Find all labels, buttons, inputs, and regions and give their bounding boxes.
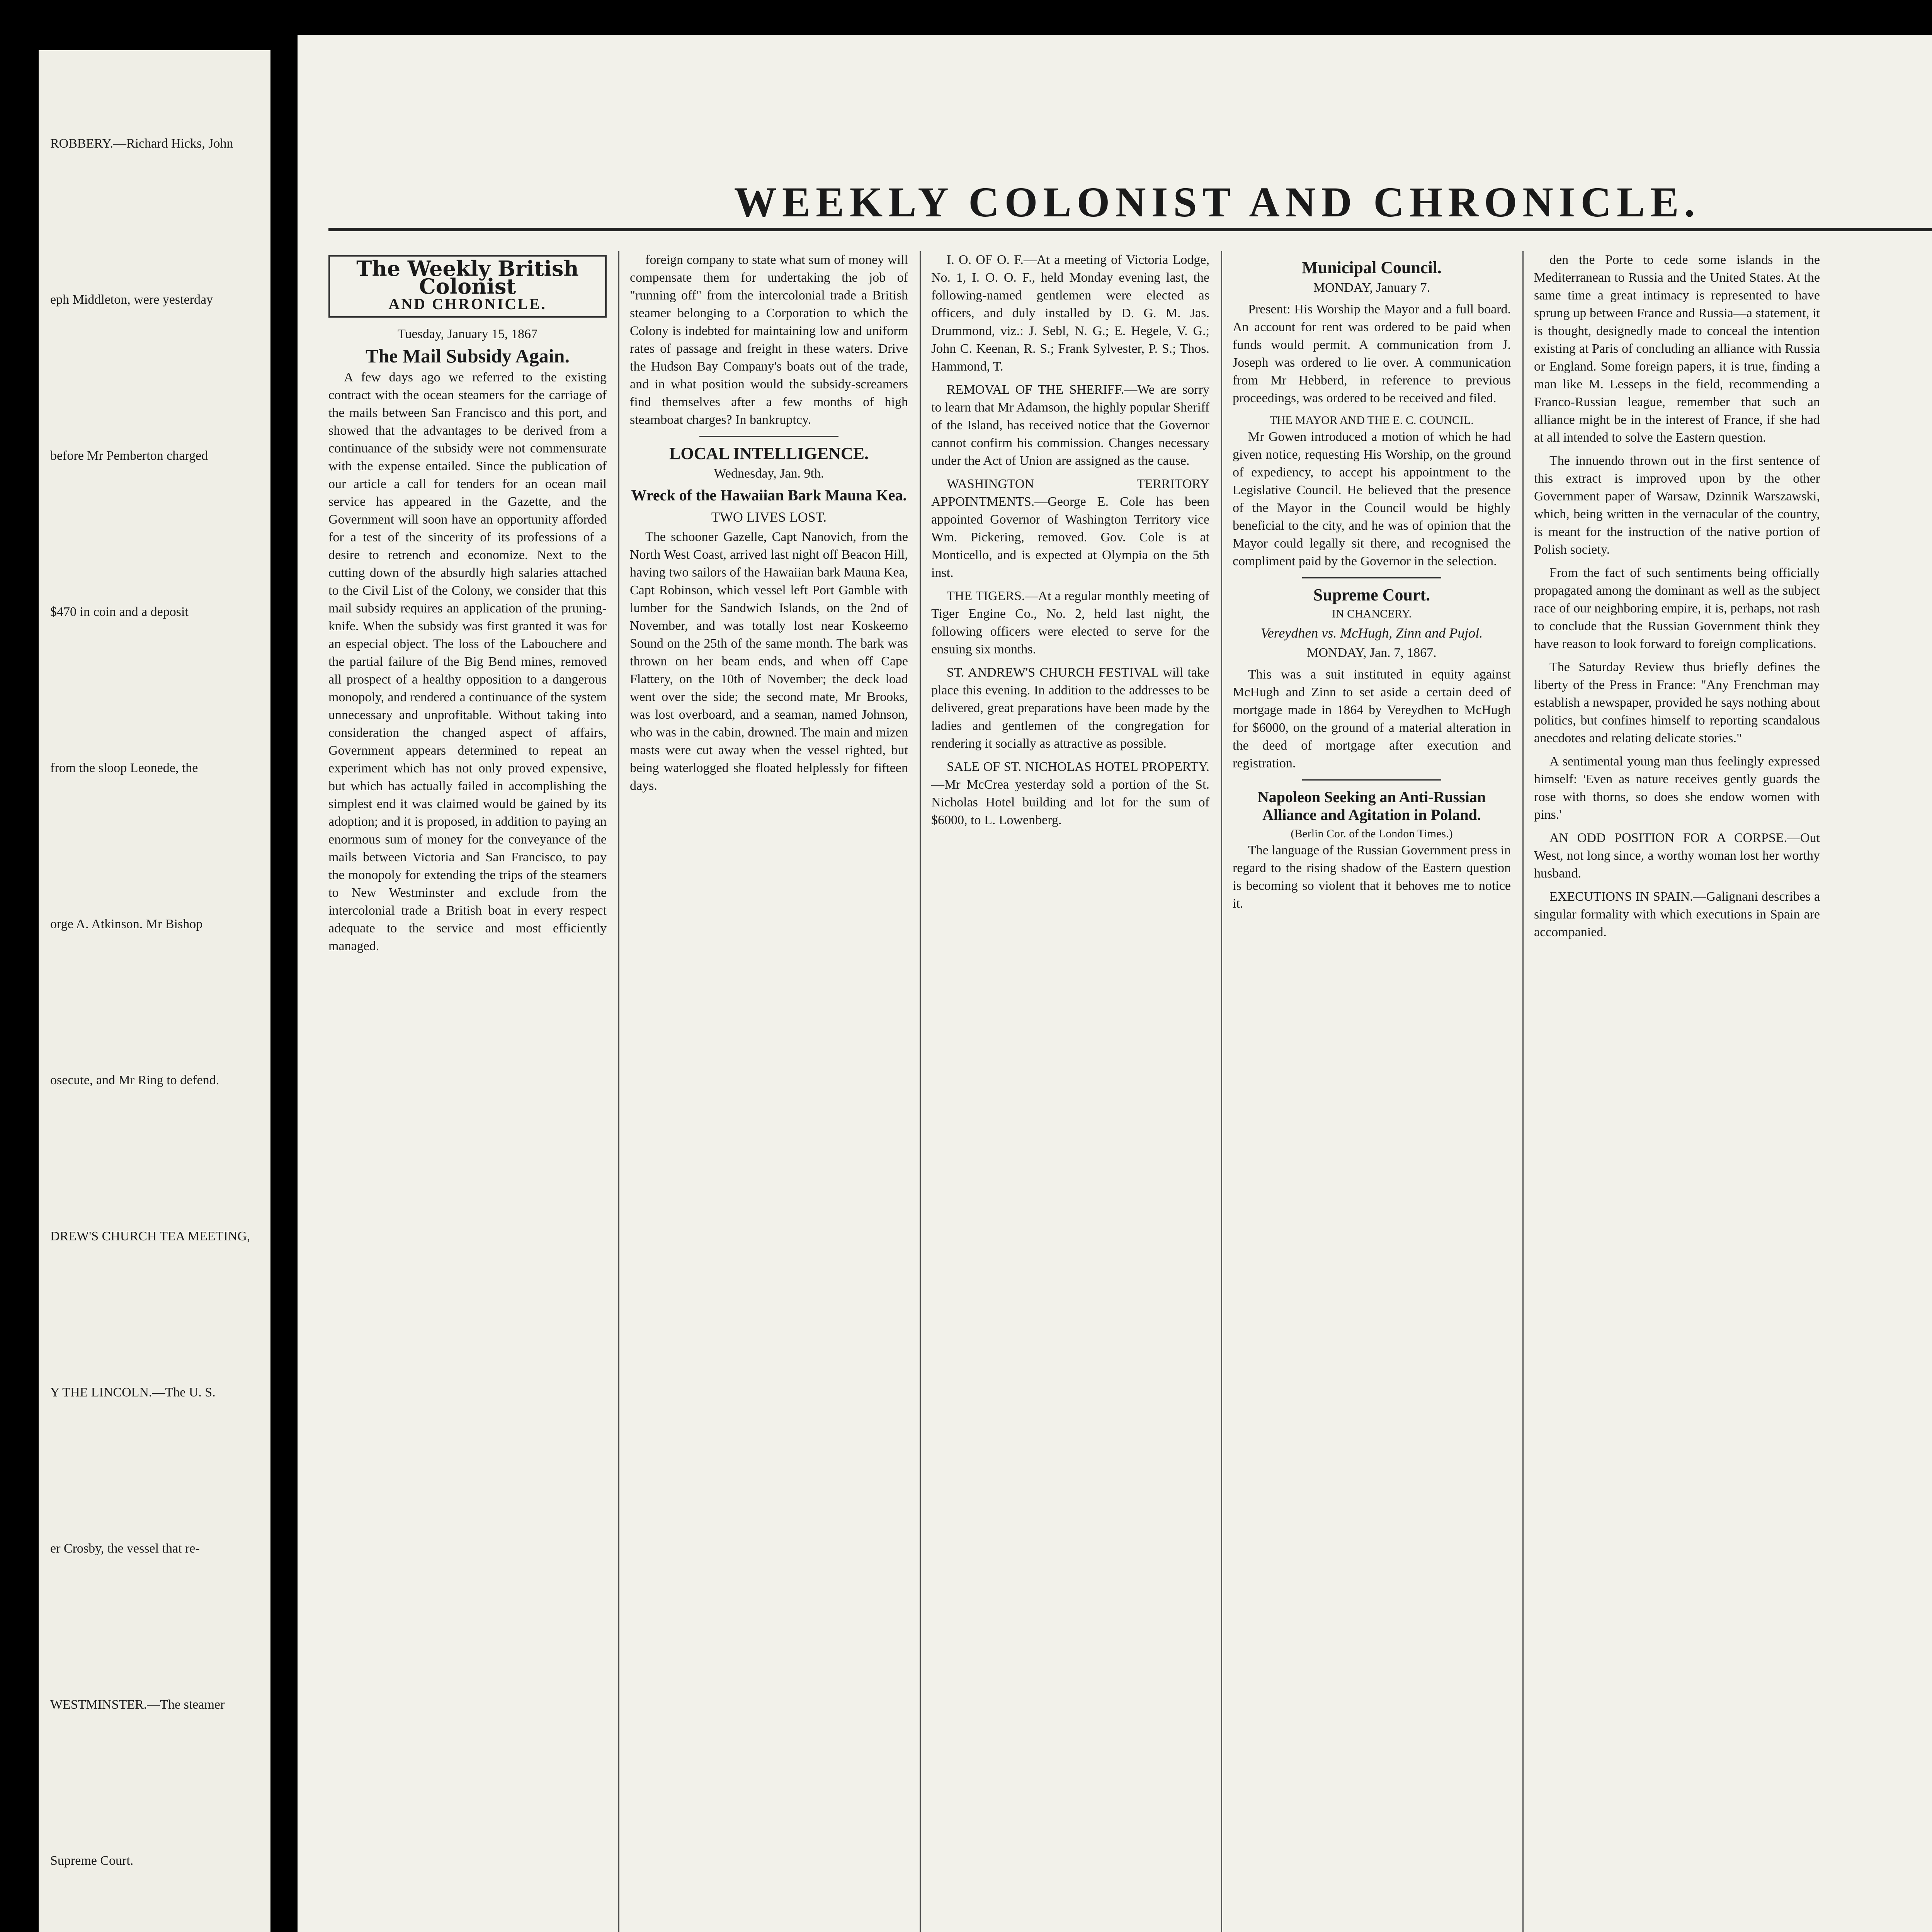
column-4 xyxy=(1233,251,1511,918)
column-5 xyxy=(1534,251,1820,947)
column-rule xyxy=(1522,251,1524,1932)
previous-page-line: Y THE LINCOLN.—The U. S. xyxy=(50,1385,216,1400)
festival-item: ST. ANDREW'S CHURCH FESTIVAL will take place this evening. In addition to the addresses to be delivered, great preparations have been made by the ladies and gentlemen of the congregation for rendering it socially as attractive as possible. xyxy=(931,665,1209,751)
council-date: MONDAY, January 7. xyxy=(1313,281,1430,295)
council-text: Present: His Worship the Mayor and a full board. An account for rent was ordered to be paid when funds would permit. A communication from J. Joseph was ordered to lie over. A communication from Mr Hebberd, in reference to previous proceedings, was ordered to be received and filed. xyxy=(1233,302,1511,405)
column-1 xyxy=(328,251,607,961)
editorial-heading: The Mail Subsidy Again. xyxy=(366,345,570,367)
wreck-subheading: TWO LIVES LOST. xyxy=(711,509,827,525)
sentiments-text: From the fact of such sentiments being officially propagated among the dominant as well as the subject race of our neighboring empire, it is, perhaps, not rash to conclude that the Russian Government think they have reason to look forward to foreign complications. xyxy=(1534,566,1820,651)
previous-page-line: DREW'S CHURCH TEA MEETING, xyxy=(50,1229,250,1243)
paper-name: The Weekly British Colonist xyxy=(356,256,579,299)
local-intelligence-date: Wednesday, Jan. 9th. xyxy=(714,466,824,481)
supreme-court-heading: Supreme Court. xyxy=(1313,585,1430,604)
previous-page-line: from the sloop Leonede, the xyxy=(50,761,198,775)
hotel-item: SALE OF ST. NICHOLAS HOTEL PROPERTY.—Mr McCrea yesterday sold a portion of the St. Nicholas Hotel building and lot for the sum of $6000, to L. Lowenberg. xyxy=(931,760,1209,827)
column-rule xyxy=(920,251,921,1932)
previous-page-text xyxy=(50,135,267,1932)
wreck-text: The schooner Gazelle, Capt Nanovich, from the North West Coast, arrived last night off Beacon Hill, having two sailors of the Hawaiian bark Mauna Kea, Capt Robinson, which vessel left Port Gamble with lumber for the Sandwich Islands, on the 2nd of November, and was totally lost near Koskeemo Sound on the 25th of the same month. The bark was thrown on her beam ends, and when off Cape Flattery, on the 10th of November; the deck load went over the side; the second mate, Mr Brooks, was lost overboard, and a seaman, named Johnson, who was in the cabin, drowned. The main and mizen masts were cut away when the vessel righted, but being waterlogged she floated helplessly for fifteen days. xyxy=(630,530,908,793)
local-intelligence-heading: LOCAL INTELLIGENCE. xyxy=(669,444,869,463)
previous-page-line: ROBBERY.—Richard Hicks, John xyxy=(50,136,233,151)
napoleon-heading: Napoleon Seeking an Anti-Russian Alliance and Agitation in Poland. xyxy=(1257,788,1486,823)
washington-item: WASHINGTON TERRITORY APPOINTMENTS.—George E. Cole has been appointed Governor of Washington Territory vice Wm. Pickering, removed. Gov. Cole is at Monticello, and is expected at Olympia on the 5th inst. xyxy=(931,477,1209,580)
column-rule xyxy=(618,251,619,1932)
column-rule xyxy=(1221,251,1222,1932)
case-name: Vereydhen vs. McHugh, Zinn and Pujol. xyxy=(1260,625,1483,641)
paper-nameplate xyxy=(328,255,607,318)
editorial-continued: foreign company to state what sum of money will compensate them for undertaking the job of "running off" from the intercolonial trade a British steamer belonging to a Corporation to which the Colony is indebted for maintaining low and uniform rates of passage and freight in these waters. Drive the Hudson Bay Company's boats out of the trade, and in what position would the subsidy-screamers find themselves after a few months of high steamboat charges? In bankruptcy. xyxy=(630,253,908,427)
editorial-text: A few days ago we referred to the existing contract with the ocean steamers for the carriage of the mails between San Francisco and this port, and showed that the advantages to be derived from a continuance of the subsidy were not commensurate with the expense entailed. Since the publication of our article a call for tenders for an ocean mail service has appeared in the Gazette, and the Government will soon have an opportunity afforded for a test of the sincerity of its professions of a desire to retrench and economize. Next to the cutting down of the absurdly high salaries attached to the Civil List of the Colony, we consider that this mail subsidy requires an application of the pruning-knife. When the subsidy was first granted it was for an especial object. The loss of the Labouchere and the partial failure of the Big Bend mines, removed all prospect of a healthy opposition to a dangerous monopoly, and rendered a continuance of the system unnecessary and unprofitable. Without taking into consideration the changed aspect of affairs, Government appears determined to repeat an experiment which has not only proved expensive, but which has actually failed in accomplishing the simplest end it was claimed would be gained by its adoption; and it is proposed, in addition to paying an enormous sum of money for the conveyance of the mails between Victoria and San Francisco, to pay the monopoly for extending the trips of the steamers to New Westminster and exclude from the intercolonial trade a British boat in every respect adequate to the service and most efficiently managed. xyxy=(328,370,607,953)
chancery-label: IN CHANCERY. xyxy=(1332,607,1412,620)
spain-item: EXECUTIONS IN SPAIN.—Galignani describes a singular formality with which executions in Spain are accompanied. xyxy=(1534,889,1820,939)
previous-page-line: eph Middleton, were yesterday xyxy=(50,293,213,307)
newspaper-page xyxy=(298,35,1932,1932)
previous-page-line: $470 in coin and a deposit xyxy=(50,605,189,619)
masthead xyxy=(328,170,1932,231)
previous-page-line: osecute, and Mr Ring to defend. xyxy=(50,1073,219,1087)
case-text: This was a suit instituted in equity against McHugh and Zinn to set aside a certain deed of mortgage made in 1864 by Vereydhen to McHugh for $6000, on the ground of a material alteration in the deed of mortgage after execution and registration. xyxy=(1233,667,1511,770)
issue-date: Tuesday, January 15, 1867 xyxy=(397,327,537,341)
masthead-title: WEEKLY COLONIST AND CHRONICLE. xyxy=(734,179,1701,226)
tigers-item: THE TIGERS.—At a regular monthly meeting of Tiger Engine Co., No. 2, held last night, the following officers were elected to serve for the ensuing six months. xyxy=(931,589,1209,656)
divider xyxy=(1302,577,1441,578)
napoleon-source: (Berlin Cor. of the London Times.) xyxy=(1291,827,1453,840)
council-heading: Municipal Council. xyxy=(1302,258,1442,277)
previous-page-strip xyxy=(39,50,270,1932)
innuendo-text: The innuendo thrown out in the first sentence of this extract is improved upon by the other Government paper of Warsaw, Dzinnik Warszawski, which, being written in the vernacular of the country, is meant for the instruction of the native portion of Polish society. xyxy=(1534,454,1820,557)
napoleon-text: The language of the Russian Government press in regard to the rising shadow of the Eastern question is becoming so violent that it behoves me to notice it. xyxy=(1233,843,1511,911)
napoleon-continued: den the Porte to cede some islands in the Mediterranean to Russia and the United States. At the same time a great intimacy is represented to have sprung up between France and Russia—a statement, it is thought, designedly made to conceal the intention existing at Paris of concluding an alliance with Russia or England. Some foreign papers, it is true, finding a man like M. Lesseps in the field, recommending a Franco-Russian league, remember that such an alliance might be in the interest of France, if she had at all intended to solve the Eastern question. xyxy=(1534,253,1820,445)
previous-page-line: er Crosby, the vessel that re- xyxy=(50,1541,200,1556)
saturday-review-item: The Saturday Review thus briefly defines the liberty of the Press in France: "Any Frenchman may establish a newspaper, provided he says nothing about politics, but confines himself to reporting scandalous anecdotes and relating delicate stories." xyxy=(1534,660,1820,745)
council-text-2: Mr Gowen introduced a motion of which he had given notice, requesting His Worship, on the ground of expediency, to accept his appointment to the Legislative Council. He believed that the presence of the Mayor in the Council would be highly beneficial to the city, and he was of opinion that the Mayor could legally sit there, and recognised the compliment paid by the Governor in the selection. xyxy=(1233,430,1511,568)
case-date: MONDAY, Jan. 7, 1867. xyxy=(1307,646,1437,660)
column-2 xyxy=(630,251,908,800)
previous-page-line: before Mr Pemberton charged xyxy=(50,449,208,463)
previous-page-line: WESTMINSTER.—The steamer xyxy=(50,1697,225,1712)
previous-page-line: orge A. Atkinson. Mr Bishop xyxy=(50,917,203,931)
corpse-item: AN ODD POSITION FOR A CORPSE.—Out West, not long since, a worthy woman lost her worthy husband. xyxy=(1534,831,1820,881)
previous-page-line: Supreme Court. xyxy=(50,1854,134,1868)
paper-subtitle: AND CHRONICLE. xyxy=(388,295,547,313)
odd-fellows-item: I. O. OF O. F.—At a meeting of Victoria Lodge, No. 1, I. O. O. F., held Monday evening last, the following-named gentlemen were elected as officers, and duly installed by D. G. M. Jas. Drummond, viz.: J. Sebl, N. G.; E. Hegele, V. G.; John C. Keenan, R. S.; Frank Sylvester, P. S.; Thos. Hammond, T. xyxy=(931,253,1209,374)
divider xyxy=(1302,779,1441,781)
divider xyxy=(699,436,838,437)
council-subheading: THE MAYOR AND THE E. C. COUNCIL. xyxy=(1270,414,1474,427)
wreck-heading: Wreck of the Hawaiian Bark Mauna Kea. xyxy=(631,486,907,504)
sentimental-item: A sentimental young man thus feelingly expressed himself: 'Even as nature receives gently guards the rose with thorns, so does she endow women with pins.' xyxy=(1534,754,1820,822)
column-3 xyxy=(931,251,1209,835)
sheriff-item: REMOVAL OF THE SHERIFF.—We are sorry to learn that Mr Adamson, the highly popular Sheriff of the Island, has received notice that the Governor cannot confirm his commission. Changes necessary under the Act of Union are assigned as the cause. xyxy=(931,383,1209,468)
